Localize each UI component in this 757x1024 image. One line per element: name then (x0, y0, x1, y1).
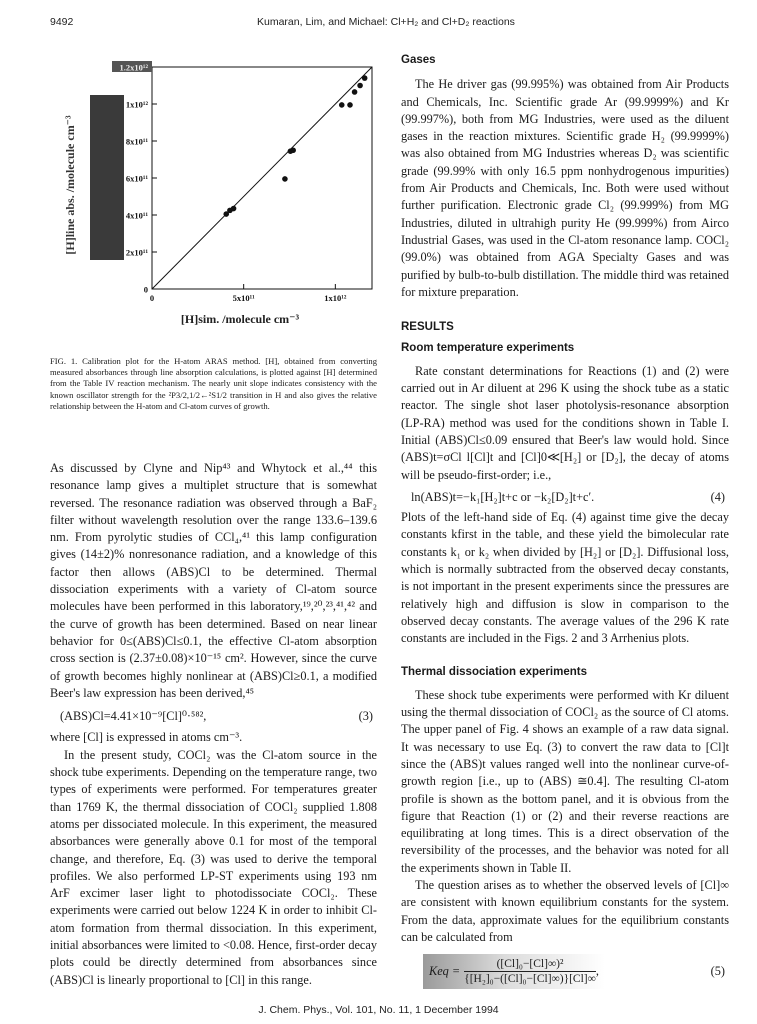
y-tick-label: 1x10¹² (125, 99, 148, 110)
right-column (401, 52, 729, 989)
x-tick-label: 5x10¹¹ (232, 293, 255, 303)
data-point (290, 147, 296, 153)
paragraph: These shock tube experiments were performed with Kr diluent using the thermal dissociation of COCl₂ as the source of Cl atoms. The upper panel of Fig. 4 shows an example of a raw data signal. It was necessary to use Eq. (3) to convert the raw data to [Cl]t since the (ABS)t values ranged well into the nonlinear curve-of-growth region [i.e., up to (ABS) ≅0.4]. The resulting Cl-atom profile is shown as the bottom panel, and it is obvious from the figure that Reaction (1) or (2) and their reverse reactions are equilibrating at long times. This is a direct observation of the reversibility of the processes, and the behavior was noted for all the experiments shown in Table II. (401, 687, 729, 875)
x-tick-label: 0 (149, 293, 155, 303)
figure-caption: FIG. 1. Calibration plot for the H-atom ARAS method. [H], obtained from converting measured absorbances through line absorption calculations, is plotted against [H] determined from the Table IV reaction mechanism. The nearly unit slope indicates consistency with the known oscillator strength for the ²P3/2,1/2←²S1/2 transition in H and also gives the relative relationship between the H-atom and Cl-atom curves of growth. (50, 356, 377, 411)
y-axis-label-band (90, 95, 124, 260)
data-point (352, 89, 358, 95)
paragraph: where [Cl] is expressed in atoms cm⁻³. (50, 730, 243, 745)
equation-5-numerator: ([Cl]₀−[Cl]∞)² (496, 958, 564, 971)
section-heading-results: RESULTS (401, 321, 454, 334)
equation-3 (50, 708, 377, 725)
paragraph: As discussed by Clyne and Nip⁴³ and Whytock et al.,⁴⁴ this resonance lamp gives a multiplet structure that is somewhat reversed. The resonance radiation was observed through a BaF₂ filter without wavelength resolution over the range 133.6–139.6 nm. From pyrolytic studies of CCl₄,⁴¹ this lamp configuration gives (14±2)% nonresonance radiation, and a knowledge of this factor then allows (ABS)Cl to be determined. Thermal dissociation experiments with a variety of Cl-atom source molecules have been performed in this laboratory,¹⁹,²⁰,²³,⁴¹,⁴² and the curve of growth has been determined. Based on near linear behavior for 0≤(ABS)Cl≤0.1, the effective Cl-atom absorption cross section is (2.37±0.08)×10⁻¹⁵ cm². However, since the curve of growth becomes highly nonlinear at (ABS)Cl≥0.1, a modified Beer's law expression has been derived,⁴⁵ (50, 461, 377, 700)
subsection-heading-thermal: Thermal dissociation experiments (401, 665, 587, 678)
paragraph: The question arises as to whether the observed levels of [Cl]∞ are consistent with known equilibrium constants for the system. From the data, approximate values for the equilibrium constants can be calculated from (401, 878, 729, 944)
equation-4-text: ln(ABS)t=−k₁[H₂]t+c or −k₂[D₂]t+c′. (411, 489, 595, 504)
paragraph: Plots of the left-hand side of Eq. (4) against time give the decay constants kfirst in the table, and these yield the bimolecular rate constants k₁ or k₂ when divided by [H₂] or [D₂]. Diffusional loss, which is normally subtracted from the observed decay constants, is not important in the present experiments since the pressures are relatively high and diffusion is slow in comparison to the observed decay constants. The average values of the 296 K rate constants are included in the Figs. 2 and 3 Arrhenius plots. (401, 510, 729, 646)
equation-5-denominator: {[H₂]₀−([Cl]₀−[Cl]∞)}[Cl]∞ (464, 973, 596, 986)
running-title: Kumaran, Lim, and Michael: Cl+H₂ and Cl+D₂ reactions (257, 16, 515, 28)
y-tick-label: 8x10¹¹ (125, 136, 148, 147)
equation-4 (401, 489, 729, 506)
subsection-heading-room-temperature: Room temperature experiments (401, 342, 575, 355)
section-heading-gases: Gases (401, 54, 436, 66)
paragraph: The He driver gas (99.995%) was obtained from Air Products and Chemicals, Inc. Scientific grade Ar (99.9999%) and Kr (99.997%), both from MG Industries, were used as the diluent gases in the reaction mixtures. Scientific grade H₂ (99.9999%) was also obtained from MG Industries whereas D₂ was scientific grade (99.99% with only 16.5 ppm nonhydrogenous impurities) from Air Products and Chemicals, Inc. Both were used without further purification. Electronic grade Cl₂ (99.999%) from MG Industries, diluted in ultrahigh purity He (99.999%) from Airco Industrial Gases, was used in the Cl-atom resonance lamp. COCl₂ (99.0%) was obtained from AGA Specialty Gases and was purified by bulb-to-bulb distillation. The middle third was retained for mixture preparation. (401, 77, 729, 299)
left-column (50, 460, 377, 989)
page-number: 9492 (50, 16, 74, 28)
y-tick-label: 4x10¹¹ (125, 210, 148, 221)
y-tick-label: 2x10¹¹ (125, 247, 148, 258)
equation-3-text: (ABS)Cl=4.41×10⁻⁹[Cl]⁰·⁵⁸², (60, 709, 207, 724)
x-tick-label: 1x10¹² (324, 293, 347, 303)
equation-5-number: (5) (710, 964, 725, 979)
data-point (362, 75, 368, 81)
y-tick-label: 1.2x10¹² (119, 62, 148, 73)
equation-3-number: (3) (358, 709, 373, 724)
data-point (231, 206, 237, 212)
paragraph: In the present study, COCl₂ was the Cl-atom source in the shock tube experiments. Depending on the temperature range, two types of experiments were performed. For temperatures greater than 1769 K, the thermal dissociation of COCl₂ supplied 1.808 atoms per dissociated molecule. In this experiment, the measured absorbances were generally above 0.1 for most of the temporal change, and therefore, Eq. (3) was used to derive the temporal profiles. We also performed LP-ST experiments using 193 nm ArF excimer laser light to photodissociate COCl₂. These experiments were carried out below 1224 K in order to inhibit Cl-atom formation from thermal dissociation. In this experiment, initial absorbances were limited to <0.08. Hence, first-order decay plots could be directly determined from absorbances since (ABS)Cl is linearly proportional to [Cl] in this range. (50, 747, 377, 987)
y-tick-label: 6x10¹¹ (125, 173, 148, 184)
calibration-scatter-plot (70, 55, 390, 330)
y-tick-label: 0 (143, 284, 148, 295)
data-point (357, 83, 363, 89)
equation-5 (401, 954, 729, 989)
x-axis-label: [H]sim. /molecule cm⁻³ (180, 312, 300, 326)
y-axis-label: [H]line abs. /molecule cm⁻³ (63, 115, 77, 255)
unit-slope-line (152, 67, 372, 289)
page-footer: J. Chem. Phys., Vol. 101, No. 11, 1 December 1994 (258, 1004, 499, 1016)
paragraph: Rate constant determinations for Reactions (1) and (2) were carried out in Ar diluent at 296 K using the shock tube as a static reactor. The single shot laser photolysis-resonance absorption (LP-RA) method was used for the conditions shown in Table I. Initial (ABS)Cl≤0.09 ensured that Beer's law would hold. Since (ABS)t=σCl l[Cl]t and [Cl]0≪[H₂] or [D₂], the decay of atoms will be pseudo-first-order; i.e., (401, 363, 729, 482)
data-point (347, 102, 353, 108)
equation-5-comma: , (595, 964, 599, 979)
equation-4-number: (4) (710, 489, 725, 504)
equation-5-lhs: Keq = (429, 964, 461, 979)
data-point (282, 176, 288, 182)
data-point (339, 102, 345, 108)
